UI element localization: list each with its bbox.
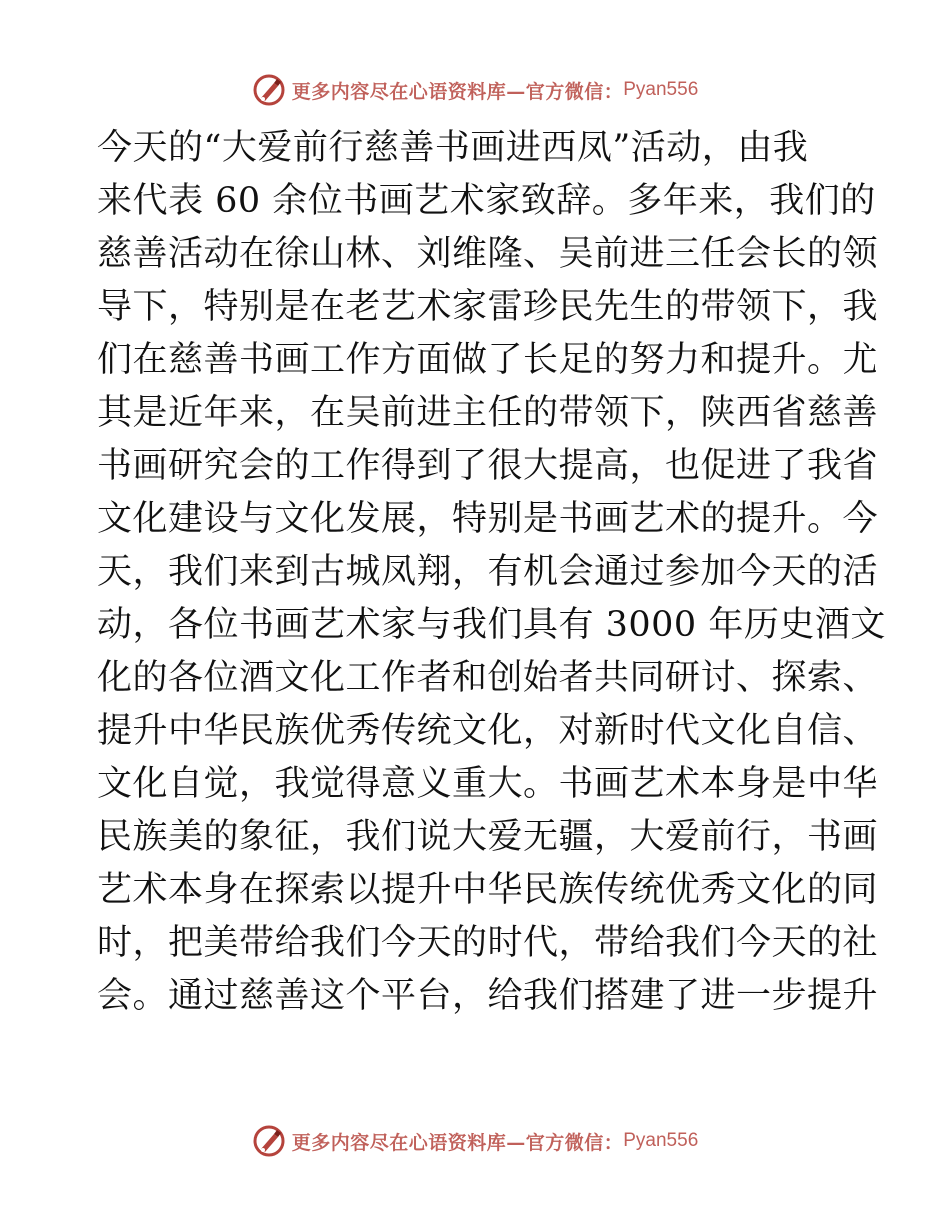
body-line: 会。通过慈善这个平台，给我们搭建了进一步提升 [97, 976, 879, 1016]
pen-logo-icon [252, 1124, 286, 1158]
footer-banner-text: 更多内容尽在心语资料库—官方微信： [291, 1131, 624, 1154]
body-line: 今天的“大爱前行慈善书画进西凤”活动，由我 [97, 128, 809, 168]
body-line: 动，各位书画艺术家与我们具有 3000 年历史酒文 [97, 605, 886, 645]
body-line: 慈善活动在徐山林、刘维隆、吴前进三任会长的领 [97, 234, 879, 274]
header-wechat-id: Pyan556 [623, 79, 699, 100]
body-line: 导下，特别是在老艺术家雷珍民先生的带领下，我 [97, 287, 879, 327]
body-line: 时，把美带给我们今天的时代，带给我们今天的社 [97, 923, 879, 963]
body-line: 其是近年来，在吴前进主任的带领下，陕西省慈善 [97, 393, 879, 433]
body-line: 文化自觉，我觉得意义重大。书画艺术本身是中华 [97, 764, 879, 804]
document-body [97, 122, 886, 1023]
footer-banner [0, 1121, 950, 1161]
footer-wechat-id: Pyan556 [623, 1130, 699, 1151]
body-line: 民族美的象征，我们说大爱无疆，大爱前行，书画 [97, 817, 879, 857]
body-line: 艺术本身在探索以提升中华民族传统优秀文化的同 [97, 870, 879, 910]
pen-logo-icon [252, 73, 286, 107]
body-line: 们在慈善书画工作方面做了长足的努力和提升。尤 [97, 340, 879, 380]
body-line: 书画研究会的工作得到了很大提高，也促进了我省 [97, 446, 879, 486]
header-banner-text: 更多内容尽在心语资料库—官方微信： [291, 80, 624, 103]
body-line: 文化建设与文化发展，特别是书画艺术的提升。今 [97, 499, 879, 539]
body-line: 来代表 60 余位书画艺术家致辞。多年来，我们的 [97, 181, 876, 221]
body-line: 天，我们来到古城凤翔，有机会通过参加今天的活 [97, 552, 879, 592]
body-line: 提升中华民族优秀传统文化，对新时代文化自信、 [97, 711, 879, 751]
header-banner [0, 70, 950, 110]
body-line: 化的各位酒文化工作者和创始者共同研讨、探索、 [97, 658, 879, 698]
